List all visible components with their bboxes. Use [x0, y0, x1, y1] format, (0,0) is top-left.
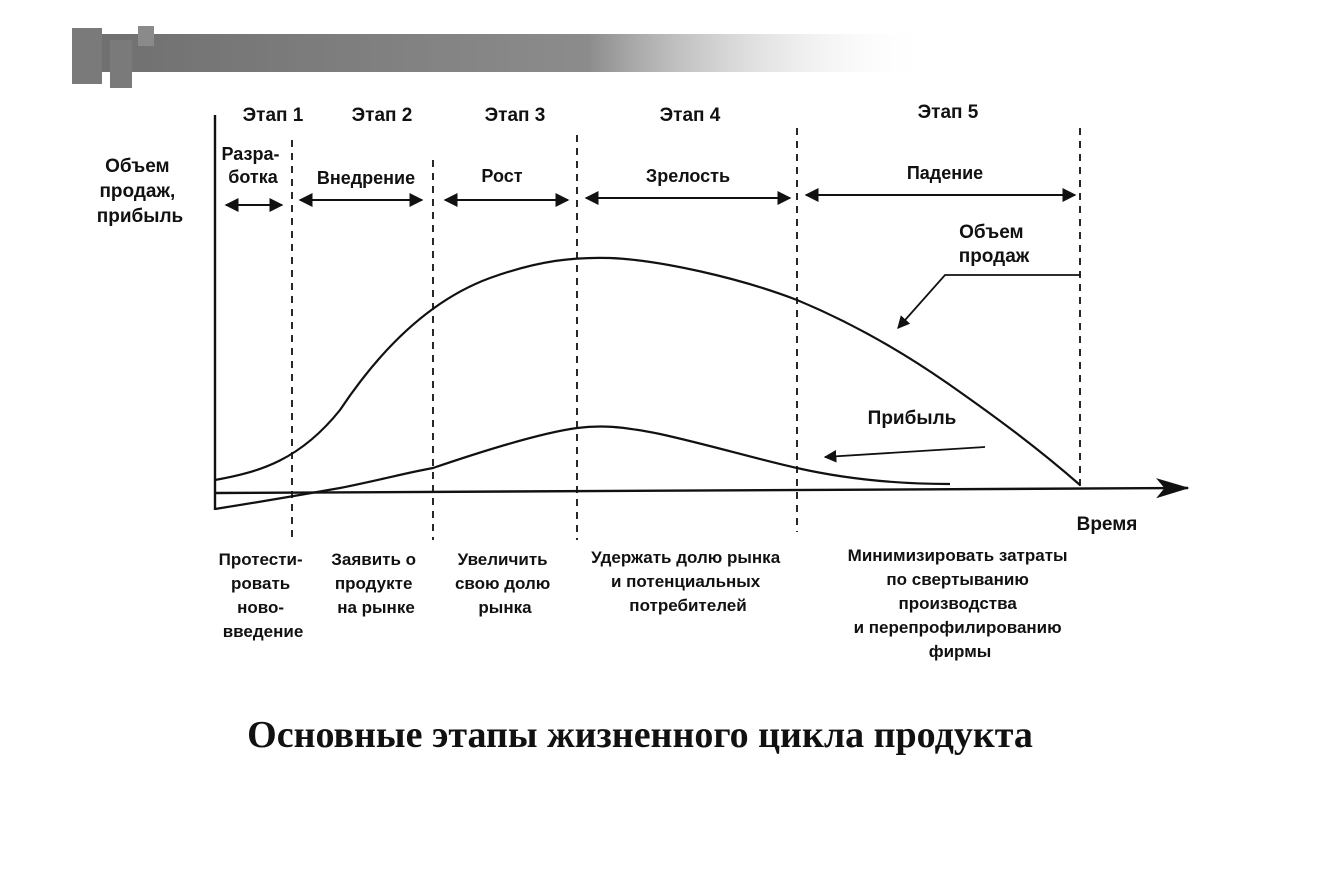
- x-axis-label: Время: [1076, 514, 1138, 535]
- stage-goal-line: и перепрофилированию: [853, 618, 1062, 637]
- stage-label-5: Этап 5: [917, 102, 979, 123]
- sales-pointer-arrow: [898, 275, 1080, 328]
- header-band: [72, 26, 932, 88]
- phase-label-4: Зрелость: [645, 166, 731, 186]
- stage-dividers: [292, 128, 1080, 540]
- stage-goal-line: Удержать долю рынка: [591, 548, 781, 567]
- profit-curve: [215, 426, 950, 509]
- stage-label-3: Этап 3: [484, 105, 546, 126]
- stage-goal-line: рынка: [478, 598, 532, 617]
- phase-label-5: Падение: [906, 163, 984, 183]
- stage-goal-line: на рынке: [337, 598, 415, 617]
- sales-volume-curve: [215, 258, 1080, 485]
- page-title: Основные этапы жизненного цикла продукта: [247, 714, 1033, 756]
- stage-label-2: Этап 2: [351, 105, 413, 126]
- phase-label-1: [222, 144, 285, 187]
- y-axis-label-line: Объем: [105, 156, 170, 177]
- stage-goal-2: [331, 550, 421, 617]
- phase-label-2: Внедрение: [316, 168, 416, 188]
- stage-goal-line: потребителей: [629, 596, 747, 615]
- sales-volume-label: [959, 222, 1030, 267]
- stage-goal-line: Протести-: [218, 550, 303, 569]
- y-axis-label: [97, 156, 183, 227]
- stage-goal-5: [848, 546, 1073, 661]
- stage-goal-line: продукте: [334, 574, 413, 593]
- x-axis: [215, 488, 1188, 493]
- profit-pointer-arrow: [825, 447, 985, 457]
- stage-goal-4: [591, 548, 785, 615]
- stage-goal-3: [455, 550, 555, 617]
- stage-goal-line: по свертыванию: [886, 570, 1029, 589]
- stage-goal-line: свою долю: [454, 574, 551, 593]
- stage-goal-line: производства: [898, 594, 1017, 613]
- phase-label-line: Разра-: [221, 144, 280, 164]
- profit-label: Прибыль: [867, 408, 957, 429]
- phase-label-3: Рост: [481, 166, 523, 186]
- stage-goal-line: Минимизировать затраты: [847, 546, 1068, 565]
- sales-volume-label-line: продаж: [958, 246, 1030, 267]
- phase-label-line: ботка: [228, 167, 278, 187]
- stage-goal-line: Увеличить: [457, 550, 548, 569]
- phase-arrows: [226, 195, 1075, 205]
- stage-goal-line: введение: [222, 622, 304, 641]
- stage-label-4: Этап 4: [659, 105, 721, 126]
- stage-goal-line: и потенциальных: [610, 572, 761, 591]
- sales-volume-label-line: Объем: [959, 222, 1024, 243]
- stage-goal-line: Заявить о: [331, 550, 417, 569]
- stage-goal-line: фирмы: [928, 642, 992, 661]
- stage-label-1: Этап 1: [242, 105, 304, 126]
- stage-goal-line: ново-: [237, 598, 285, 617]
- stage-goal-line: ровать: [231, 574, 291, 593]
- y-axis-label-line: продаж,: [99, 181, 176, 202]
- y-axis-label-line: прибыль: [96, 206, 184, 227]
- stage-goal-1: [219, 550, 308, 641]
